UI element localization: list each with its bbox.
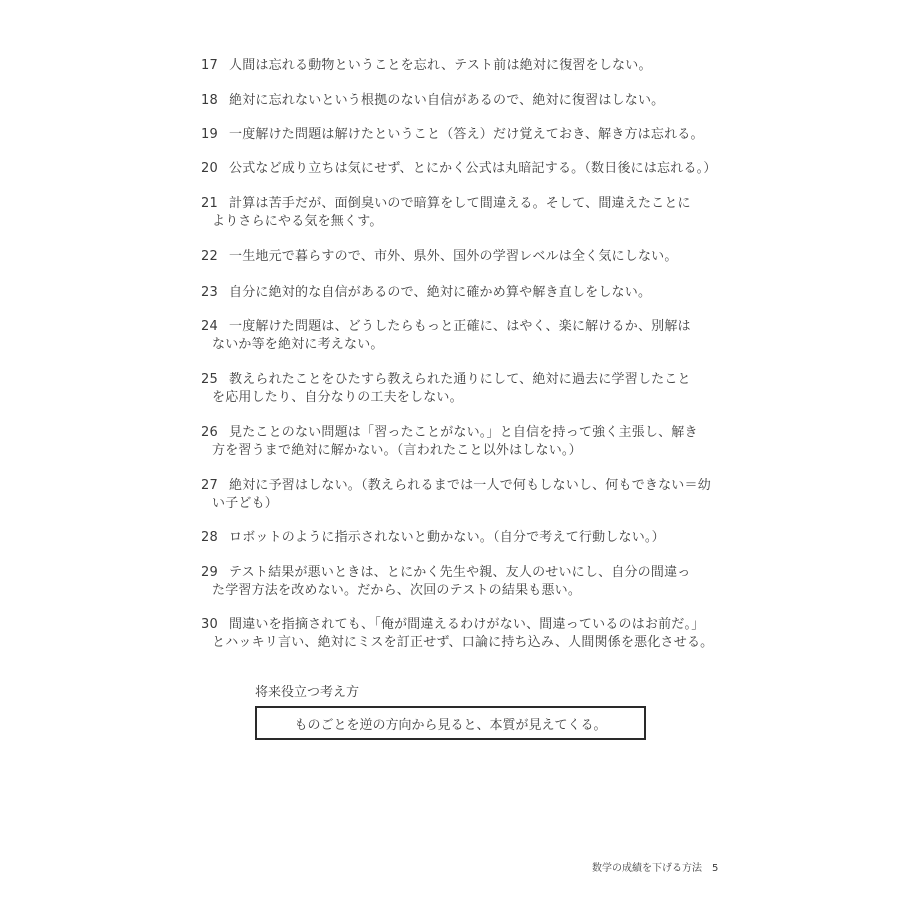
item-number: 29 xyxy=(201,565,218,580)
item-number: 21 xyxy=(201,196,218,211)
item-number: 28 xyxy=(201,530,218,545)
item-number: 22 xyxy=(201,249,218,264)
item-number: 20 xyxy=(201,161,218,176)
list-item xyxy=(201,57,721,75)
key-idea-box xyxy=(255,706,646,740)
item-number: 27 xyxy=(201,478,218,493)
item-number: 19 xyxy=(201,127,218,142)
item-text-continued: を応用したり、自分なりの工夫をしない。 xyxy=(212,390,463,405)
item-text: 自分に絶対的な自信があるので、絶対に確かめ算や解き直しをしない。 xyxy=(229,285,652,300)
list-item xyxy=(201,529,721,547)
item-text-continued: い子ども） xyxy=(212,496,279,511)
list-item xyxy=(201,248,721,266)
item-text-continued: とハッキリ言い、絶対にミスを訂正せず、口論に持ち込み、人間関係を悪化させる。 xyxy=(212,635,714,650)
list-item xyxy=(201,424,721,460)
key-idea-text: ものごとを逆の方向から見ると、本質が見えてくる。 xyxy=(294,717,607,733)
item-text: 絶対に予習はしない。（教えられるまでは一人で何もしないし、何もできない＝幼 xyxy=(229,478,711,493)
item-text-continued: た学習方法を改めない。だから、次回のテストの結果も悪い。 xyxy=(212,583,582,598)
list-item xyxy=(201,284,721,302)
item-text: 人間は忘れる動物ということを忘れ、テスト前は絶対に復習をしない。 xyxy=(229,58,652,73)
list-item xyxy=(201,477,721,513)
item-text-continued: 方を習うまで絶対に解かない。（言われたこと以外はしない。） xyxy=(212,443,582,458)
item-text: 見たことのない問題は「習ったことがない。」と自信を持って強く主張し、解き xyxy=(229,425,698,440)
item-text: 一生地元で暮らすので、市外、県外、国外の学習レベルは全く気にしない。 xyxy=(229,249,678,264)
item-text: 一度解けた問題は解けたということ（答え）だけ覚えておき、解き方は忘れる。 xyxy=(229,127,704,142)
footer-title: 数学の成績を下げる方法 xyxy=(592,863,702,874)
page-footer xyxy=(592,862,718,876)
item-text-continued: ないか等を絶対に考えない。 xyxy=(212,337,384,352)
item-number: 26 xyxy=(201,425,218,440)
list-item xyxy=(201,195,721,231)
list-item xyxy=(201,160,721,178)
item-text: 教えられたことをひたすら教えられた通りにして、絶対に過去に学習したこと xyxy=(229,372,691,387)
item-text: ロボットのように指示されないと動かない。（自分で考えて行動しない。） xyxy=(229,530,665,545)
list-item xyxy=(201,92,721,110)
item-text: 間違いを指摘されても、「俺が間違えるわけがない、間違っているのはお前だ。」 xyxy=(229,617,705,632)
list-item xyxy=(201,564,721,600)
item-number: 30 xyxy=(201,617,218,632)
item-text: 計算は苦手だが、面倒臭いので暗算をして間違える。そして、間違えたことに xyxy=(229,196,691,211)
item-number: 23 xyxy=(201,285,218,300)
list-item xyxy=(201,616,721,652)
item-text: 一度解けた問題は、どうしたらもっと正確に、はやく、楽に解けるか、別解は xyxy=(229,319,691,334)
item-text-continued: よりさらにやる気を無くす。 xyxy=(212,214,383,229)
item-number: 24 xyxy=(201,319,218,334)
item-text: 公式など成り立ちは気にせず、とにかく公式は丸暗記する。（数日後には忘れる。） xyxy=(229,161,717,176)
list-item xyxy=(201,371,721,407)
item-text: テスト結果が悪いときは、とにかく先生や親、友人のせいにし、自分の間違っ xyxy=(229,565,691,580)
item-number: 17 xyxy=(201,58,218,73)
item-text: 絶対に忘れないという根拠のない自信があるので、絶対に復習はしない。 xyxy=(229,93,665,108)
list-item xyxy=(201,318,721,354)
section-heading: 将来役立つ考え方 xyxy=(255,685,360,700)
item-number: 18 xyxy=(201,93,218,108)
page-number: 5 xyxy=(712,863,719,874)
list-item xyxy=(201,126,721,144)
item-number: 25 xyxy=(201,372,218,387)
